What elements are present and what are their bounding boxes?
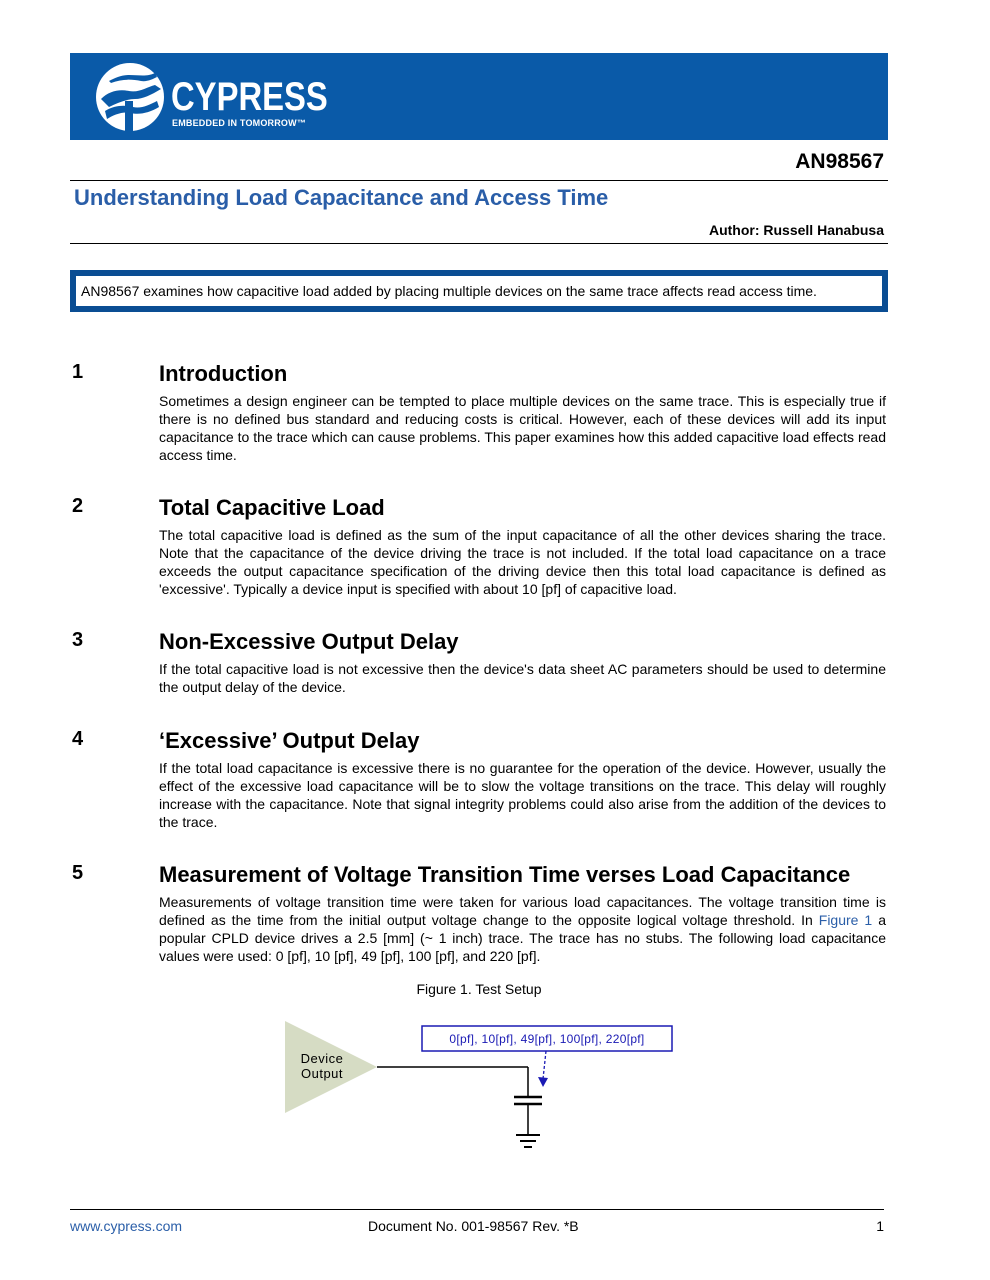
section-title: Introduction xyxy=(159,361,288,386)
figure-1-link[interactable]: Figure 1 xyxy=(818,912,873,928)
section-number: 1 xyxy=(72,361,84,383)
section-body: If the total load capacitance is excessive there is no guarantee for the operation of the device. However, usually the effect of the excessive load capacitance will be to slow the voltage transitions on the trace. This delay will roughly increase with the capacitance. Note that signal integrity problems could also arise from the addition of the devices to the trace. xyxy=(159,760,886,830)
section-number: 4 xyxy=(72,728,84,750)
section-body xyxy=(159,893,886,965)
section-title: ‘Excessive’ Output Delay xyxy=(159,728,420,753)
section-number: 2 xyxy=(72,495,84,517)
section-number: 5 xyxy=(72,862,84,884)
abstract-box xyxy=(70,270,888,312)
header-banner xyxy=(70,53,888,140)
footer-url-link[interactable]: www.cypress.com xyxy=(70,1218,183,1234)
section-body: Sometimes a design engineer can be tempted to place multiple devices on the same trace. This is especially true if there is no defined bus standard and reducing costs is critical. However, each of these devices will add its input capacitance to the trace which can cause problems. This paper examines how this added capacitive load effects read access time. xyxy=(159,393,886,463)
test-setup-diagram xyxy=(280,1015,680,1160)
load-values-label: 0[pf], 10[pf], 49[pf], 100[pf], 220[pf] xyxy=(449,1032,645,1046)
cypress-logo[interactable] xyxy=(95,61,355,133)
device-label: Device xyxy=(300,1051,344,1066)
body-text: a popular CPLD device drives a 2.5 [mm] (~ 1 inch) trace. The trace has no stubs. The following load capacitance values were used: 0 [pf], 10 [pf], 49 [pf], 100 [pf], and 220 [pf]. xyxy=(159,912,886,964)
footer-rule xyxy=(70,1209,884,1210)
page-title: Understanding Load Capacitance and Access Time xyxy=(74,185,609,210)
load-arrow-head xyxy=(538,1077,548,1087)
output-label: Output xyxy=(300,1066,344,1081)
logo-tagline: EMBEDDED IN TOMORROW™ xyxy=(172,118,307,128)
section-title: Total Capacitive Load xyxy=(159,495,385,520)
section-title: Measurement of Voltage Transition Time verses Load Capacitance xyxy=(159,862,851,887)
body-text: Measurements of voltage transition time were taken for various load capacitances. The voltage transition time is defined as the time from the initial output voltage change to the opposite logical voltage threshold. In xyxy=(159,894,886,928)
author-line: Author: Russell Hanabusa xyxy=(708,222,884,238)
section-body: The total capacitive load is defined as the sum of the input capacitance of all the other devices sharing the trace. Note that the capacitance of the device driving the trace is not included. If the total load capacitance on a trace exceeds the output capacitance specification of the driving device then this total load capacitance is defined as 'excessive'. Typically a device input is specified with about 10 [pf] of capacitive load. xyxy=(159,527,886,597)
title-bottom-rule xyxy=(70,243,888,244)
ground-icon xyxy=(516,1135,540,1147)
figure-caption: Figure 1. Test Setup xyxy=(416,981,542,997)
document-number: AN98567 xyxy=(795,150,884,173)
load-arrow-line xyxy=(543,1051,546,1079)
title-top-rule xyxy=(70,180,888,181)
footer-document-number: Document No. 001-98567 Rev. *B xyxy=(368,1218,579,1234)
section-title: Non-Excessive Output Delay xyxy=(159,629,459,654)
abstract-text: AN98567 examines how capacitive load added by placing multiple devices on the same trace affects read access time. xyxy=(81,283,817,299)
section-number: 3 xyxy=(72,629,84,651)
cypress-tree-icon xyxy=(95,61,167,133)
logo-wordmark: CYPRESS xyxy=(171,75,328,119)
section-body: If the total capacitive load is not excessive then the device's data sheet AC parameters should be used to determine the output delay of the device. xyxy=(159,661,886,695)
page-number: 1 xyxy=(876,1218,884,1234)
